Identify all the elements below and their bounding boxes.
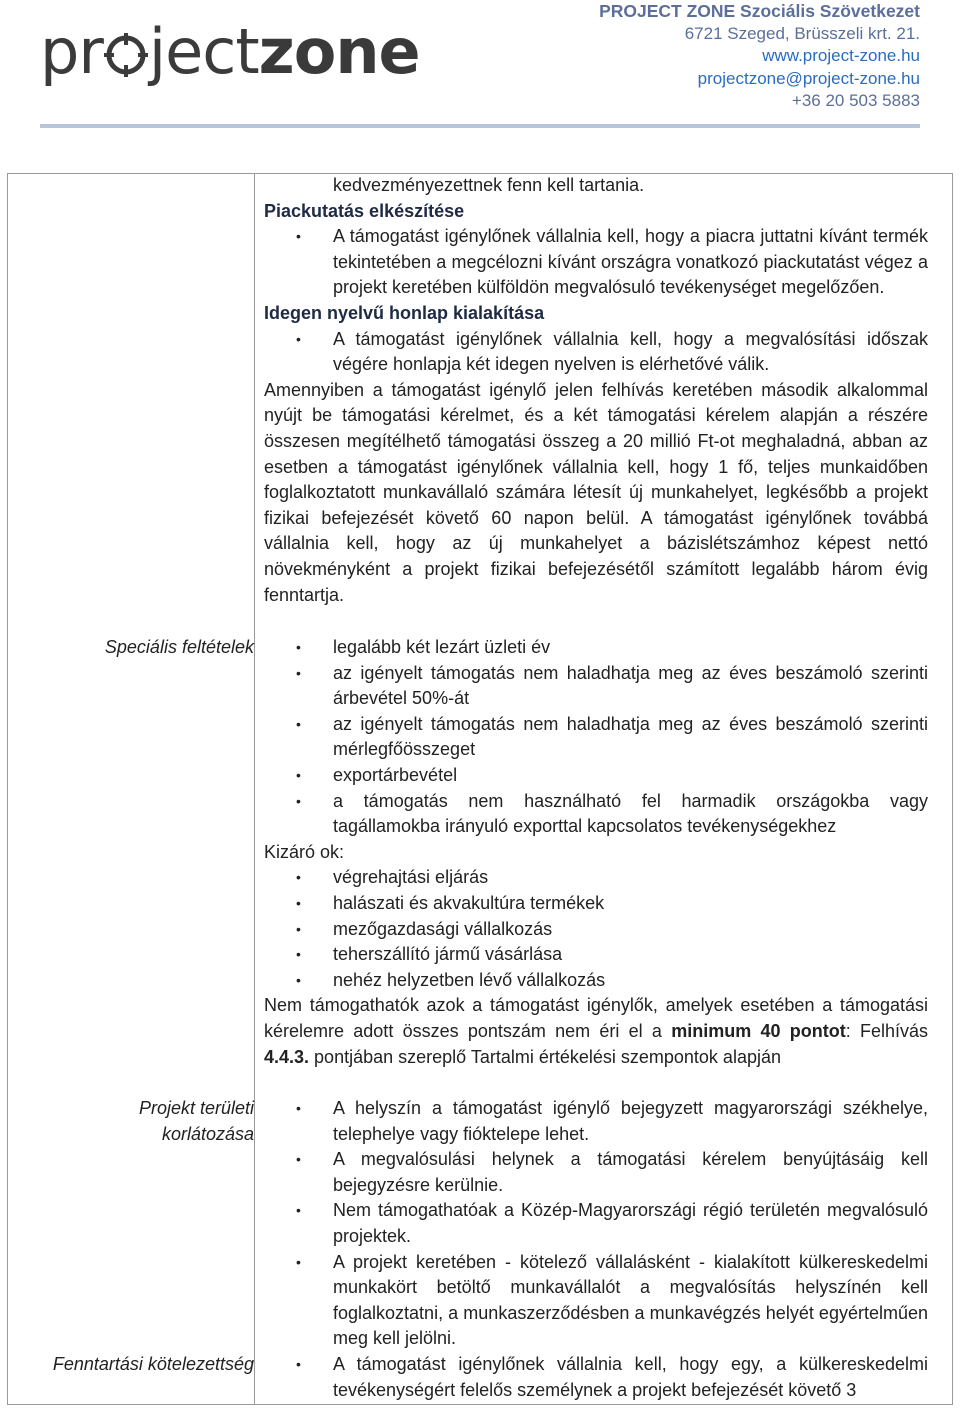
header-divider xyxy=(40,124,920,128)
column-divider xyxy=(254,174,255,1404)
foreign-website-list xyxy=(264,327,928,378)
continuation-text: kedvezményezettnek fenn kell tartania. xyxy=(333,175,645,195)
list-item: • A támogatást igénylőnek vállalnia kell, hogy a piacra juttatni kívánt termék tekintetében a megcélozni kívánt országra vonatkozó piackutatást végez a projekt keretében külföldön megvalósuló tevékenységet megelőzően. xyxy=(264,224,928,301)
list-item: • teherszállító jármű vásárlása xyxy=(264,942,928,968)
employment-paragraph: Amennyiben a támogatást igénylő jelen felhívás keretében második alkalommal nyújt be támogatási kérelmet, és a két támogatási kérelem alapján a részére összesen megítélhető támogatási összeg a 20 millió Ft-ot meghaladná, abban az esetben a támogatást igénylőnek vállalnia kell, hogy 1 fő, teljes munkaidőben foglalkoztatott munkavállaló számára létesít új munkahelyet, legkésőbb a projekt fizikai befejezését követő 60 napon belül. A támogatást igénylőnek továbbá vállalnia kell, hogy az új munkahelyet a bázislétszámhoz képest nettó növekményként a projekt fizikai befejezésétől számított legalább három évig fenntartja. xyxy=(264,379,928,605)
phone-number: +36 20 503 5883 xyxy=(791,91,920,110)
logo-wordmark: pr jectzone xyxy=(40,15,420,88)
list-item: • az igényelt támogatás nem haladhatja meg az éves beszámoló szerinti mérlegfőösszeget xyxy=(264,712,928,763)
maintenance-list xyxy=(264,1352,928,1403)
row4-content xyxy=(264,1352,928,1403)
row-label-maintenance-obligation: Fenntartási kötelezettség xyxy=(52,1354,254,1374)
target-icon xyxy=(104,33,148,77)
contact-block xyxy=(599,0,920,113)
row-label-special-conditions: Speciális feltételek xyxy=(104,637,254,657)
exclusion-list xyxy=(264,865,928,993)
row-label-territorial-restriction: Projekt területi korlátozása xyxy=(138,1098,254,1144)
list-item: • A támogatást igénylőnek vállalnia kell, hogy a megvalósítási időszak végére honlapja két idegen nyelven is elérhetővé válik. xyxy=(264,327,928,378)
row2-content xyxy=(264,635,928,1070)
heading-foreign-website: Idegen nyelvű honlap kialakítása xyxy=(264,302,545,323)
list-item: • Nem támogathatóak a Közép-Magyarországi régió területén megvalósuló projektek. xyxy=(264,1198,928,1249)
list-item: • A támogatást igénylőnek vállalnia kell, hogy egy, a külkereskedelmi tevékenységért felelős személynek a projekt befejezését követő 3 xyxy=(264,1352,928,1403)
row1-content xyxy=(264,173,928,608)
list-item: • az igényelt támogatás nem haladhatja meg az éves beszámoló szerinti árbevétel 50%-át xyxy=(264,661,928,712)
market-research-list xyxy=(264,224,928,301)
list-item: • halászati és akvakultúra termékek xyxy=(264,891,928,917)
list-item: • végrehajtási eljárás xyxy=(264,865,928,891)
list-item: • exportárbevétel xyxy=(264,763,928,789)
website-link[interactable]: www.project-zone.hu xyxy=(762,46,920,65)
list-item: • legalább két lezárt üzleti év xyxy=(264,635,928,661)
territorial-list xyxy=(264,1096,928,1352)
list-item: • mezőgazdasági vállalkozás xyxy=(264,917,928,943)
email-link[interactable]: projectzone@project-zone.hu xyxy=(697,68,920,88)
list-item: • nehéz helyzetben lévő vállalkozás xyxy=(264,968,928,994)
list-item: • A helyszín a támogatást igénylő bejegyzett magyarországi székhelye, telephelye vagy fióktelepe lehet. xyxy=(264,1096,928,1147)
address: 6721 Szeged, Brüsszeli krt. 21. xyxy=(684,23,920,43)
heading-market-research: Piackutatás elkészítése xyxy=(264,200,465,221)
exclusion-title: Kizáró ok: xyxy=(264,841,345,862)
list-item: • a támogatás nem használható fel harmadik országokba vagy tagállamokba irányuló exporttal kapcsolatos tevékenységekhez xyxy=(264,789,928,840)
minimum-score-note: Nem támogathatók azok a támogatást igénylők, amelyek esetében a támogatási kérelemre adott összes pontszám nem éri el a minimum 40 pontot: Felhívás 4.4.3. pontjában szereplő Tartalmi értékelési szempontok alapján xyxy=(264,995,929,1067)
special-conditions-list xyxy=(264,635,928,840)
row3-content xyxy=(264,1096,928,1352)
list-item: • A megvalósulási helynek a támogatási kérelem benyújtásáig kell bejegyzésre kerülnie. xyxy=(264,1147,928,1198)
list-item: • A projekt keretében - kötelező vállalásként - kialakított külkereskedelmi munkakört betöltő munkavállalót a megvalósítás helyszínén kell foglalkoztatni, a munkaszerződésben a munkavégzés helyét egyértelműen meg kell jelölni. xyxy=(264,1250,928,1352)
organization-name: PROJECT ZONE Szociális Szövetkezet xyxy=(599,1,920,21)
